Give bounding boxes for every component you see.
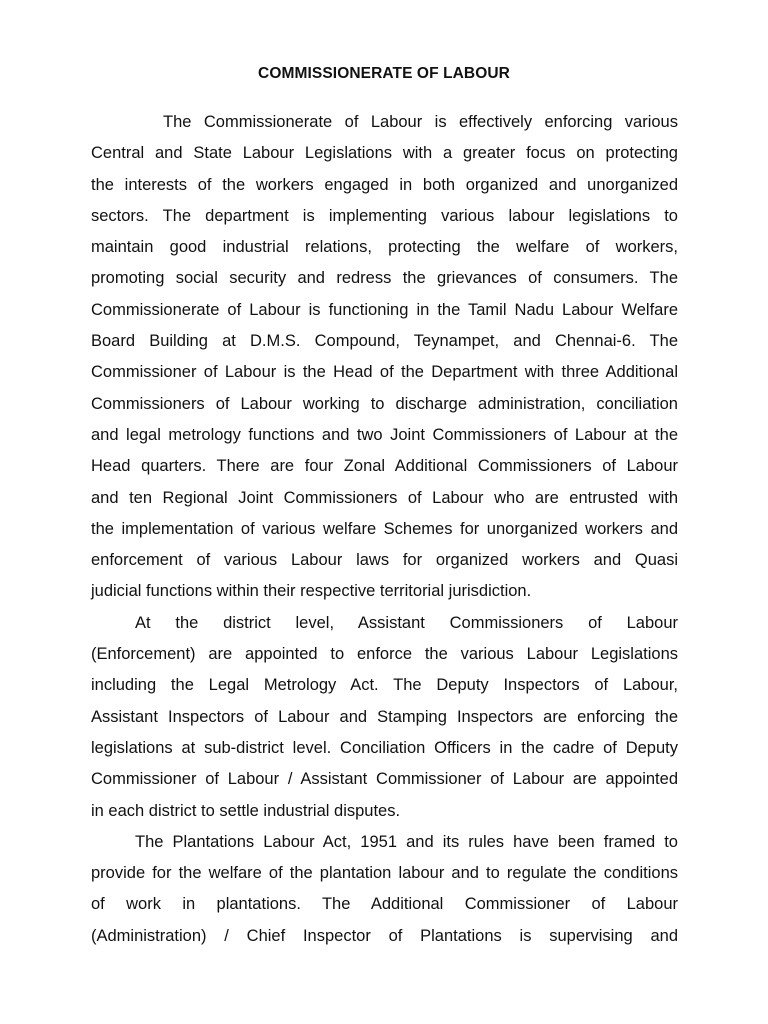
text-line: (Enforcement) are appointed to enforce the various Labour Legislations <box>91 645 678 664</box>
text-line: The Plantations Labour Act, 1951 and its rules have been framed to <box>135 832 678 851</box>
text-line: Central and State Labour Legislations with a greater focus on protecting <box>91 144 678 163</box>
text-line: Head quarters. There are four Zonal Additional Commissioners of Labour <box>91 457 678 476</box>
text-line: Commissioner of Labour / Assistant Commissioner of Labour are appointed <box>91 770 678 789</box>
text-line: in each district to settle industrial disputes. <box>91 801 401 820</box>
text-line: Commissioners of Labour working to discharge administration, conciliation <box>91 394 678 413</box>
document-title: COMMISSIONERATE OF LABOUR <box>258 65 510 82</box>
text-line: promoting social security and redress the grievances of consumers. The <box>91 269 678 288</box>
text-line: the interests of the workers engaged in both organized and unorganized <box>91 175 678 194</box>
text-line: including the Legal Metrology Act. The Deputy Inspectors of Labour, <box>91 676 678 695</box>
text-line: enforcement of various Labour laws for organized workers and Quasi <box>91 551 678 570</box>
text-line: and ten Regional Joint Commissioners of Labour who are entrusted with <box>91 488 678 507</box>
text-line: (Administration) / Chief Inspector of Plantations is supervising and <box>91 926 678 945</box>
text-line: judicial functions within their respective territorial jurisdiction. <box>91 582 532 601</box>
text-line: legislations at sub-district level. Conciliation Officers in the cadre of Deputy <box>91 738 678 757</box>
text-line: and legal metrology functions and two Joint Commissioners of Labour at the <box>91 425 678 444</box>
text-line: maintain good industrial relations, protecting the welfare of workers, <box>91 238 678 257</box>
text-line: Board Building at D.M.S. Compound, Teynampet, and Chennai-6. The <box>91 332 678 351</box>
text-line: At the district level, Assistant Commissioners of Labour <box>135 613 678 632</box>
text-line: Commissioner of Labour is the Head of the Department with three Additional <box>91 363 678 382</box>
text-line: Commissionerate of Labour is functioning in the Tamil Nadu Labour Welfare <box>91 300 678 319</box>
text-line: the implementation of various welfare Schemes for unorganized workers and <box>91 519 678 538</box>
text-line: provide for the welfare of the plantation labour and to regulate the conditions <box>91 864 678 883</box>
text-line: of work in plantations. The Additional Commissioner of Labour <box>91 895 678 914</box>
text-line: Assistant Inspectors of Labour and Stamping Inspectors are enforcing the <box>91 707 678 726</box>
text-line: sectors. The department is implementing various labour legislations to <box>91 206 678 225</box>
text-line: The Commissionerate of Labour is effectively enforcing various <box>163 113 678 131</box>
document-body <box>91 107 678 952</box>
